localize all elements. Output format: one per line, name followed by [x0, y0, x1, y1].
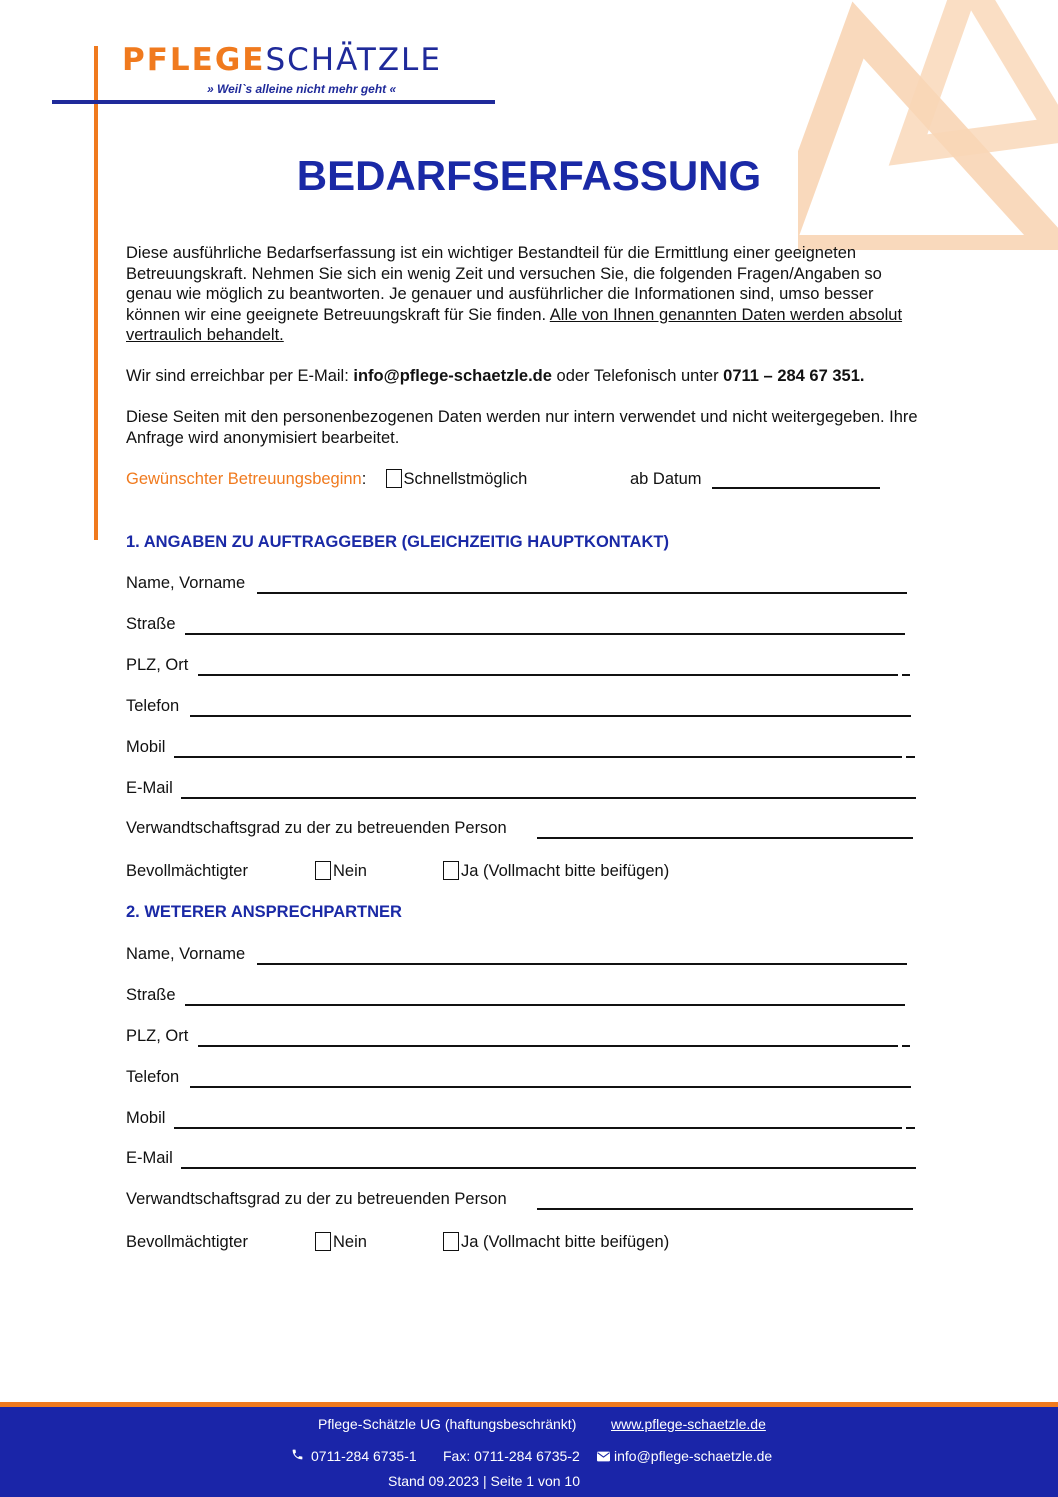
s2-proxy-yes-checkbox[interactable]: [443, 1232, 459, 1251]
s1-proxy-yes-checkbox[interactable]: [443, 861, 459, 880]
intro-paragraph: Diese ausführliche Bedarfserfassung ist ein wichtiger Bestandteil für die Ermittlung einer geeigneten Betreuungskraft. Nehmen Sie sich ein wenig Zeit und versuchen Sie, die folgenden Fragen/Angaben so genau wie möglich zu beantworten. Je genauer und ausführlicher die Informationen sind, umso besser können wir eine geeignete Betreuungskraft für Sie finden. Alle von Ihnen genannten Daten werden absolut vertraulich behandelt.: [126, 244, 903, 344]
section2-heading: 2. WETERER ANSPRECHPARTNER: [126, 903, 402, 921]
s2-email-field[interactable]: [181, 1167, 916, 1169]
s1-proxy-label: Bevollmächtigter: [126, 862, 248, 880]
s2-proxy-yes: Ja (Vollmacht bitte beifügen): [443, 1231, 669, 1253]
logo: PFLEGESCHÄTZLE: [122, 42, 442, 78]
s1-zip-label: PLZ, Ort: [126, 656, 189, 674]
s1-name-label: Name, Vorname: [126, 574, 246, 592]
s1-mobile-field-end: [906, 756, 915, 758]
date-field[interactable]: [712, 487, 880, 489]
s1-relation-field[interactable]: [537, 837, 913, 839]
footer-company: Pflege-Schätzle UG (haftungsbeschränkt): [318, 1416, 577, 1432]
tagline: » Weil`s alleine nicht mehr geht «: [207, 82, 397, 96]
phone-icon: [291, 1448, 304, 1464]
s1-phone-label: Telefon: [126, 697, 180, 715]
s2-zip-field-end: [902, 1045, 910, 1047]
footer-phone: 0711-284 6735-1: [311, 1448, 417, 1464]
footer-email: info@pflege-schaetzle.de: [614, 1448, 773, 1464]
s1-name-field[interactable]: [257, 592, 907, 594]
date-label: ab Datum: [630, 470, 702, 488]
s1-mobile-field[interactable]: [174, 756, 902, 758]
s2-relation-field[interactable]: [537, 1208, 913, 1210]
footer-fax: Fax: 0711-284 6735-2: [443, 1448, 580, 1464]
s1-proxy-yes: Ja (Vollmacht bitte beifügen): [443, 860, 669, 882]
s1-zip-field[interactable]: [198, 674, 898, 676]
s2-phone-label: Telefon: [126, 1068, 180, 1086]
s2-phone-field[interactable]: [190, 1086, 911, 1088]
s1-proxy-no-checkbox[interactable]: [315, 861, 331, 880]
footer-stand: Stand 09.2023 | Seite 1 von 10: [388, 1473, 581, 1489]
footer: [0, 1407, 1058, 1497]
page-title: BEDARFSERFASSUNG: [296, 152, 762, 199]
s1-relation-label: Verwandtschaftsgrad zu der zu betreuenden Person: [126, 819, 507, 837]
s1-street-field[interactable]: [185, 633, 905, 635]
s1-zip-field-end: [902, 674, 910, 676]
s2-email-label: E-Mail: [126, 1149, 173, 1167]
decorative-triangles: [798, 0, 1058, 250]
s1-proxy-no: Nein: [315, 860, 367, 882]
care-start-row: Gewünschter Betreuungsbeginn: Schnellstmöglich: [126, 470, 528, 488]
s2-name-label: Name, Vorname: [126, 945, 246, 963]
s1-mobile-label: Mobil: [126, 738, 166, 756]
s1-street-label: Straße: [126, 615, 176, 633]
accent-horizontal-line: [52, 100, 495, 104]
s2-zip-label: PLZ, Ort: [126, 1027, 189, 1045]
s2-street-label: Straße: [126, 986, 176, 1004]
s1-phone-field[interactable]: [190, 715, 911, 717]
s2-mobile-field-end: [906, 1127, 915, 1129]
s2-proxy-no-checkbox[interactable]: [315, 1232, 331, 1251]
footer-website-link[interactable]: www.pflege-schaetzle.de: [611, 1416, 766, 1432]
s2-mobile-label: Mobil: [126, 1109, 166, 1127]
s2-street-field[interactable]: [185, 1004, 905, 1006]
s2-proxy-label: Bevollmächtigter: [126, 1233, 248, 1251]
privacy-paragraph: Diese Seiten mit den personenbezogenen Daten werden nur intern verwendet und nicht weitergegeben. Ihre Anfrage wird anonymisiert bearbeitet.: [126, 408, 918, 447]
s2-mobile-field[interactable]: [174, 1127, 902, 1129]
s1-email-label: E-Mail: [126, 779, 173, 797]
section1-heading: 1. ANGABEN ZU AUFTRAGGEBER (GLEICHZEITIG HAUPTKONTAKT): [126, 533, 669, 551]
s2-zip-field[interactable]: [198, 1045, 898, 1047]
accent-vertical-line: [94, 46, 98, 540]
envelope-icon: [597, 1449, 610, 1465]
asap-checkbox[interactable]: [386, 469, 402, 488]
s2-name-field[interactable]: [257, 963, 907, 965]
contact-paragraph: Wir sind erreichbar per E-Mail: info@pflege-schaetzle.de oder Telefonisch unter 0711 – 284 67 351.: [126, 367, 865, 385]
s2-proxy-no: Nein: [315, 1231, 367, 1253]
s1-email-field[interactable]: [181, 797, 916, 799]
s2-relation-label: Verwandtschaftsgrad zu der zu betreuenden Person: [126, 1190, 507, 1208]
